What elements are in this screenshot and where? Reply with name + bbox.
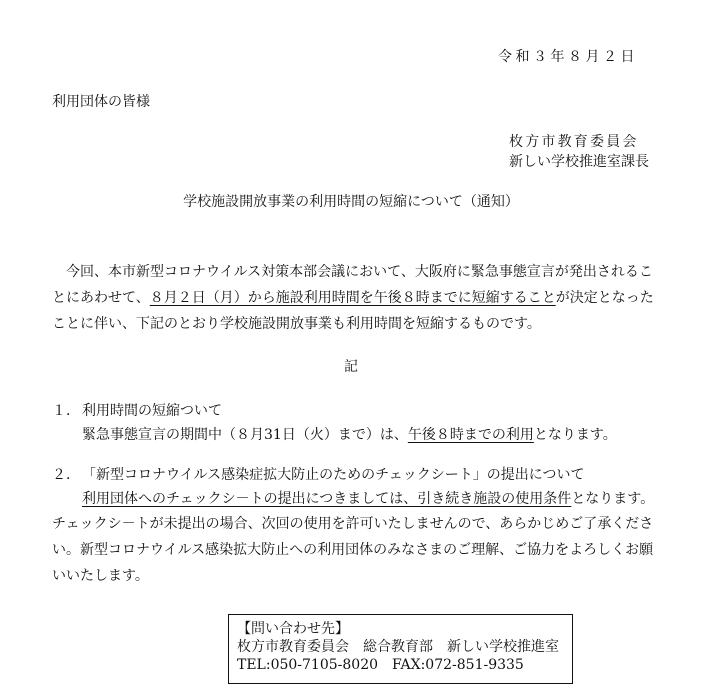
contact-phone-fax: TEL:050-7105-8020 FAX:072-851-9335 [237, 657, 524, 673]
section2-number: ２． [52, 467, 80, 483]
ki-marker: 記 [344, 359, 358, 375]
section2-body-first [82, 490, 654, 508]
intro-tail: が決定となったことに伴い、下記のとおり学校施設開放事業も利用時間を短縮するものです。 [52, 290, 654, 332]
recipient: 利用団体の皆様 [52, 94, 150, 110]
section2-heading: 「新型コロナウイルス感染症拡大防止のためのチェックシート」の提出について [82, 467, 585, 483]
section2-body-rest: チェックシ－トが未提出の場合、次回の使用を許可いたしませんので、あらかじめご了承ください。新型コロナウイルス感染拡大防止への利用団体のみなさまのご理解、ご協力をよろしくお願いいたします。 [52, 516, 654, 584]
sender-organization: 枚方市教育委員会 [509, 134, 639, 150]
sender-title: 新しい学校推進室課長 [509, 154, 649, 170]
contact-organization: 枚方市教育委員会 総合教育部 新しい学校推進室 [237, 639, 559, 655]
section2-body-underlined-tail: となります。 [571, 491, 655, 507]
section1-body-lead: 緊急事態宣言の期間中（８月31日（火）まで）は、 [82, 427, 408, 443]
section1-body-tail: となります。 [533, 427, 617, 443]
section1-heading: 利用時間の短縮ついて [82, 403, 222, 419]
section1-body-underlined: 午後８時までの利用 [407, 427, 534, 443]
contact-box [228, 614, 573, 684]
section1-body [82, 426, 617, 444]
intro-paragraph [52, 259, 662, 337]
section2-body-underlined: 利用団体へのチェックシ－トの提出につきましては、引き続き施設の使用条件 [82, 491, 572, 507]
intro-lead: 今回、本市新型コロナウイルス対策本部会議において、大阪府に緊急事態宣言が発出されることにあわせて、 [52, 264, 653, 306]
document-title: 学校施設開放事業の利用時間の短縮について（通知） [183, 194, 519, 210]
intro-underlined: ８月２日（月）から施設利用時間を午後８時までに短縮すること [149, 290, 556, 306]
contact-header: 【問い合わせ先】 [237, 621, 349, 637]
section1-number: １． [52, 403, 80, 419]
document-date: 令和３年８月２日 [498, 49, 638, 65]
